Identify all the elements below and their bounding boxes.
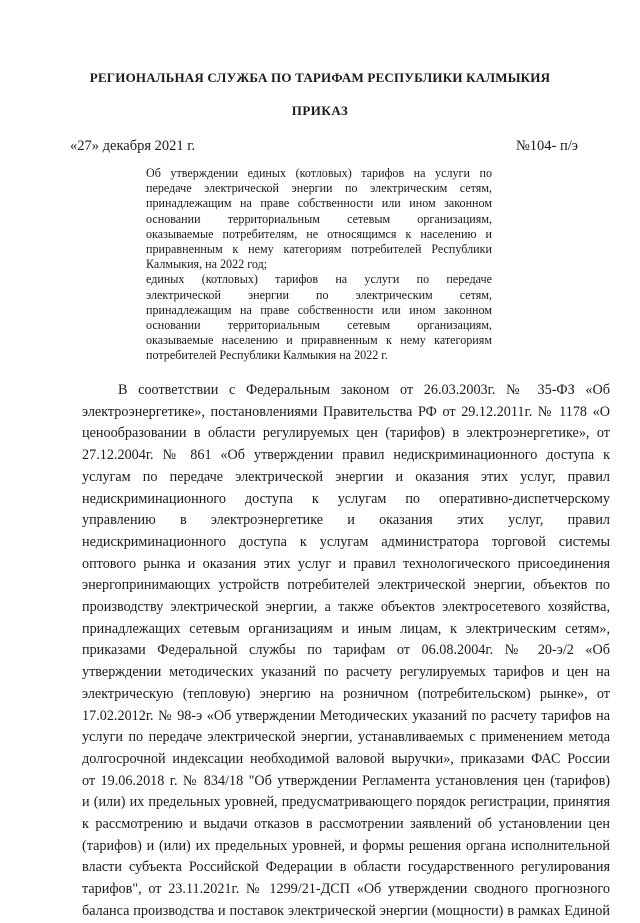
body-line: (тарифов) и (или) их предельных уровней, и формы решения органа исполнительной	[82, 837, 610, 854]
subject-line: передаче электрической энергии по электрическим сетям,	[146, 181, 492, 196]
body-line: власти субъекта Российской Федерации в области государственного регулирования	[82, 859, 610, 876]
body-line: услугам по передаче электрической энергии и оказания этих услуг, правил	[82, 468, 610, 485]
subject-line: принадлежащим на праве собственности или ином законном	[146, 196, 492, 211]
body-text	[82, 380, 610, 923]
subject-line: оказываемые потребителям, не относящимся к населению и	[146, 226, 492, 241]
subject-line: электрической энергии по электрическим сетям,	[146, 287, 492, 302]
body-line: долгосрочной индексации необходимой валовой выручки», приказами ФАС России	[82, 750, 610, 767]
subject-line: основании территориальным сетевым организациям,	[146, 318, 492, 333]
body-line: управлению в электроэнергетике и оказания этих услуг, правил	[82, 512, 610, 529]
subject-line: основании территориальным сетевым организациям,	[146, 211, 492, 226]
body-line: 17.02.2012г. № 98-э «Об утверждении Методических указаний по расчету тарифов на	[82, 707, 610, 724]
body-line: 27.12.2004г. № 861 «Об утверждении правил недискриминационного доступа к	[82, 447, 610, 464]
body-line: принадлежащих сетевым организациям и иным лицам, к электрическим сетям»,	[82, 620, 610, 637]
subject-line: принадлежащим на праве собственности или ином законном	[146, 302, 492, 317]
body-line: энергопринимающих устройств потребителей электрической энергии, объектов по	[82, 577, 610, 594]
body-line: приказами Федеральной службы по тарифам от 06.08.2004г. № 20-э/2 «Об	[82, 642, 610, 659]
subject-block	[146, 166, 492, 364]
subject-line: единых (котловых) тарифов на услуги по передаче	[146, 272, 492, 287]
body-line: от 19.06.2018 г. № 834/18 "Об утверждении Регламента установления цен (тарифов)	[82, 772, 610, 789]
body-line: недискриминационного доступа к услугам администратора торговой системы	[82, 533, 610, 550]
document-type-title: ПРИКАЗ	[291, 103, 349, 118]
subject-line: оказываемые населению и приравненным к нему категориям	[146, 333, 492, 348]
body-line: к рассмотрению и выдачи отказов в рассмотрении заявлений об установлении цен	[82, 816, 610, 833]
body-line: и (или) их предельных уровней, предусматривающего порядок регистрации, принятия	[82, 794, 610, 811]
body-line: тарифов", от 23.11.2021г. № 1299/21-ДСП «Об утверждении сводного прогнозного	[82, 881, 610, 898]
subject-line: Калмыкия, на 2022 год;	[146, 257, 268, 272]
subject-line: приравненным к нему категориям потребителей Республики	[146, 242, 492, 257]
subject-line: Об утверждении единых (котловых) тарифов на услуги по	[146, 166, 492, 180]
body-line: электрическую (тепловую) энергию на розничном (потребительском) рынке», от	[82, 685, 610, 702]
subject-line: потребителей Республики Калмыкия на 2022 г.	[146, 348, 388, 363]
body-line: В соответствии с Федеральным законом от 26.03.2003г. № 35-ФЗ «Об	[118, 382, 610, 398]
body-line: баланса производства и поставок электрической энергии (мощности) в рамках Единой	[82, 902, 610, 919]
body-line: ценообразовании в области регулируемых цен (тарифов) в электроэнергетике», от	[82, 425, 610, 442]
body-line: производству электрической энергии, а также объектов электросетевого хозяйства,	[82, 599, 610, 616]
body-line: оптового рынка и оказания этих услуг и правил технологического присоединения	[82, 555, 610, 572]
body-line: утверждении методических указаний по расчету регулируемых тарифов и цен на	[82, 664, 610, 681]
body-line: услуги по передаче электрической энергии, устанавливаемых с применением метода	[82, 729, 610, 746]
body-line: электроэнергетике», постановлениями Правительства РФ от 29.12.2011г. № 1178 «О	[82, 403, 610, 420]
document-number: №104- п/э	[515, 138, 578, 154]
document-date: «27» декабря 2021 г.	[70, 138, 196, 154]
body-line: недискриминационного доступа к услугам по оперативно-диспетчерскому	[82, 490, 610, 507]
organization-title: РЕГИОНАЛЬНАЯ СЛУЖБА ПО ТАРИФАМ РЕСПУБЛИКИ КАЛМЫКИЯ	[89, 70, 551, 85]
